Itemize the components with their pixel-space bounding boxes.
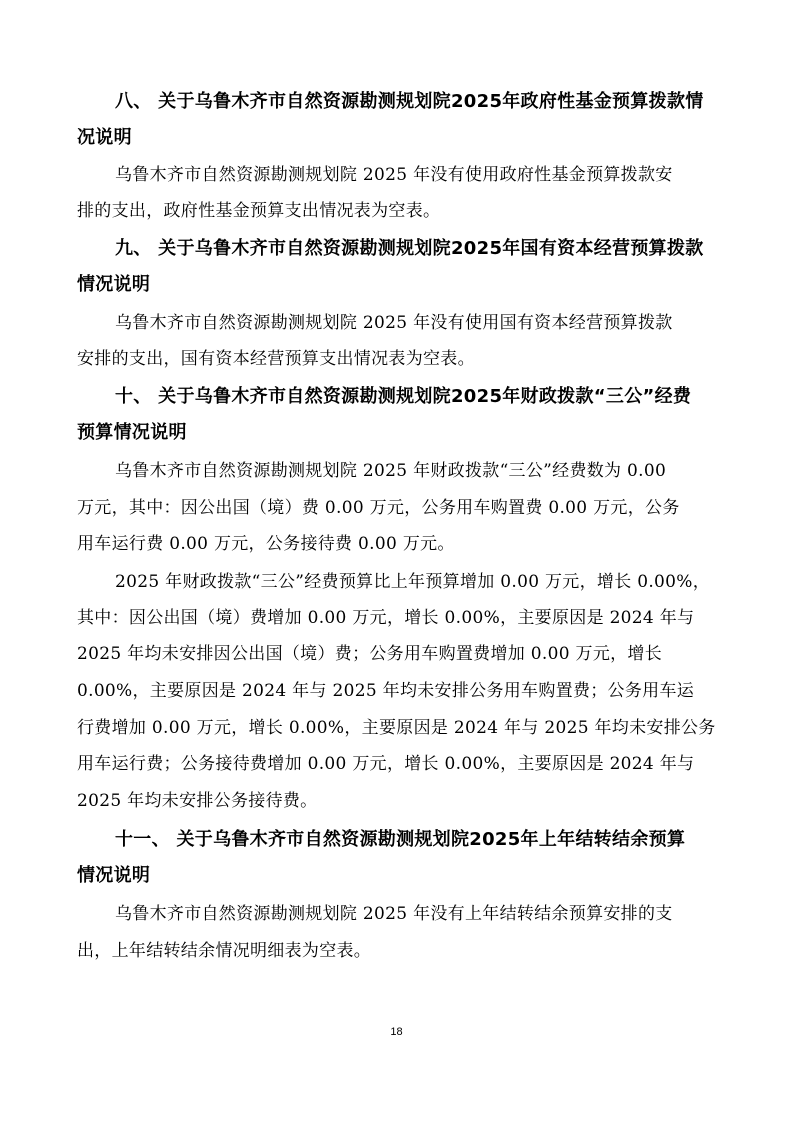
section-10-paragraph-2-line-4: 0.00%，主要原因是 2024 年与 2025 年均未安排公务用车购置费；公务用车运 <box>77 681 695 701</box>
section-10-paragraph-2-line-3: 2025 年均未安排因公出国（境）费；公务用车购置费增加 0.00 万元，增长 <box>77 644 663 664</box>
section-11-heading-line-1: 十一、 关于乌鲁木齐市自然资源勘测规划院2025年上年结转结余预算 <box>115 829 686 850</box>
section-10-paragraph-2-line-5: 行费增加 0.00 万元，增长 0.00%，主要原因是 2024 年与 2025 年均未安排公务 <box>77 718 716 738</box>
section-9-paragraph-line-2: 安排的支出，国有资本经营预算支出情况表为空表。 <box>77 349 475 369</box>
section-8-heading-line-1: 八、 关于乌鲁木齐市自然资源勘测规划院2025年政府性基金预算拨款情 <box>115 91 704 112</box>
section-10-paragraph-2-line-2: 其中：因公出国（境）费增加 0.00 万元，增长 0.00%，主要原因是 2024 年与 <box>77 608 695 628</box>
section-8-paragraph-line-2: 排的支出，政府性基金预算支出情况表为空表。 <box>77 201 441 221</box>
section-10-paragraph-1-line-2: 万元，其中：因公出国（境）费 0.00 万元，公务用车购置费 0.00 万元，公务 <box>77 498 680 518</box>
section-10-heading-line-1: 十、 关于乌鲁木齐市自然资源勘测规划院2025年财政拨款“三公”经费 <box>115 386 692 407</box>
section-11-heading-line-2: 情况说明 <box>77 865 151 886</box>
section-9-heading-line-2: 情况说明 <box>77 274 151 295</box>
section-8-heading-line-2: 况说明 <box>77 127 132 148</box>
section-10-paragraph-1-line-3: 用车运行费 0.00 万元，公务接待费 0.00 万元。 <box>77 534 455 554</box>
section-10-paragraph-1-line-1: 乌鲁木齐市自然资源勘测规划院 2025 年财政拨款“三公”经费数为 0.00 <box>115 461 667 481</box>
section-11-paragraph-line-1: 乌鲁木齐市自然资源勘测规划院 2025 年没有上年结转结余预算安排的支 <box>115 904 673 924</box>
section-9-paragraph-line-1: 乌鲁木齐市自然资源勘测规划院 2025 年没有使用国有资本经营预算拨款 <box>115 313 673 333</box>
section-10-paragraph-2-line-6: 用车运行费；公务接待费增加 0.00 万元，增长 0.00%，主要原因是 2024 年与 <box>77 754 695 774</box>
section-10-paragraph-2-line-1: 2025 年财政拨款“三公”经费预算比上年预算增加 0.00 万元，增长 0.00%， <box>115 572 711 592</box>
section-10-heading-line-2: 预算情况说明 <box>77 422 187 443</box>
section-11-paragraph-line-2: 出，上年结转结余情况明细表为空表。 <box>77 941 372 961</box>
section-9-heading-line-1: 九、 关于乌鲁木齐市自然资源勘测规划院2025年国有资本经营预算拨款 <box>115 238 704 259</box>
section-10-paragraph-2-line-7: 2025 年均未安排公务接待费。 <box>77 791 318 811</box>
section-8-paragraph-line-1: 乌鲁木齐市自然资源勘测规划院 2025 年没有使用政府性基金预算拨款安 <box>115 165 673 185</box>
page-number: 18 <box>390 1026 403 1038</box>
